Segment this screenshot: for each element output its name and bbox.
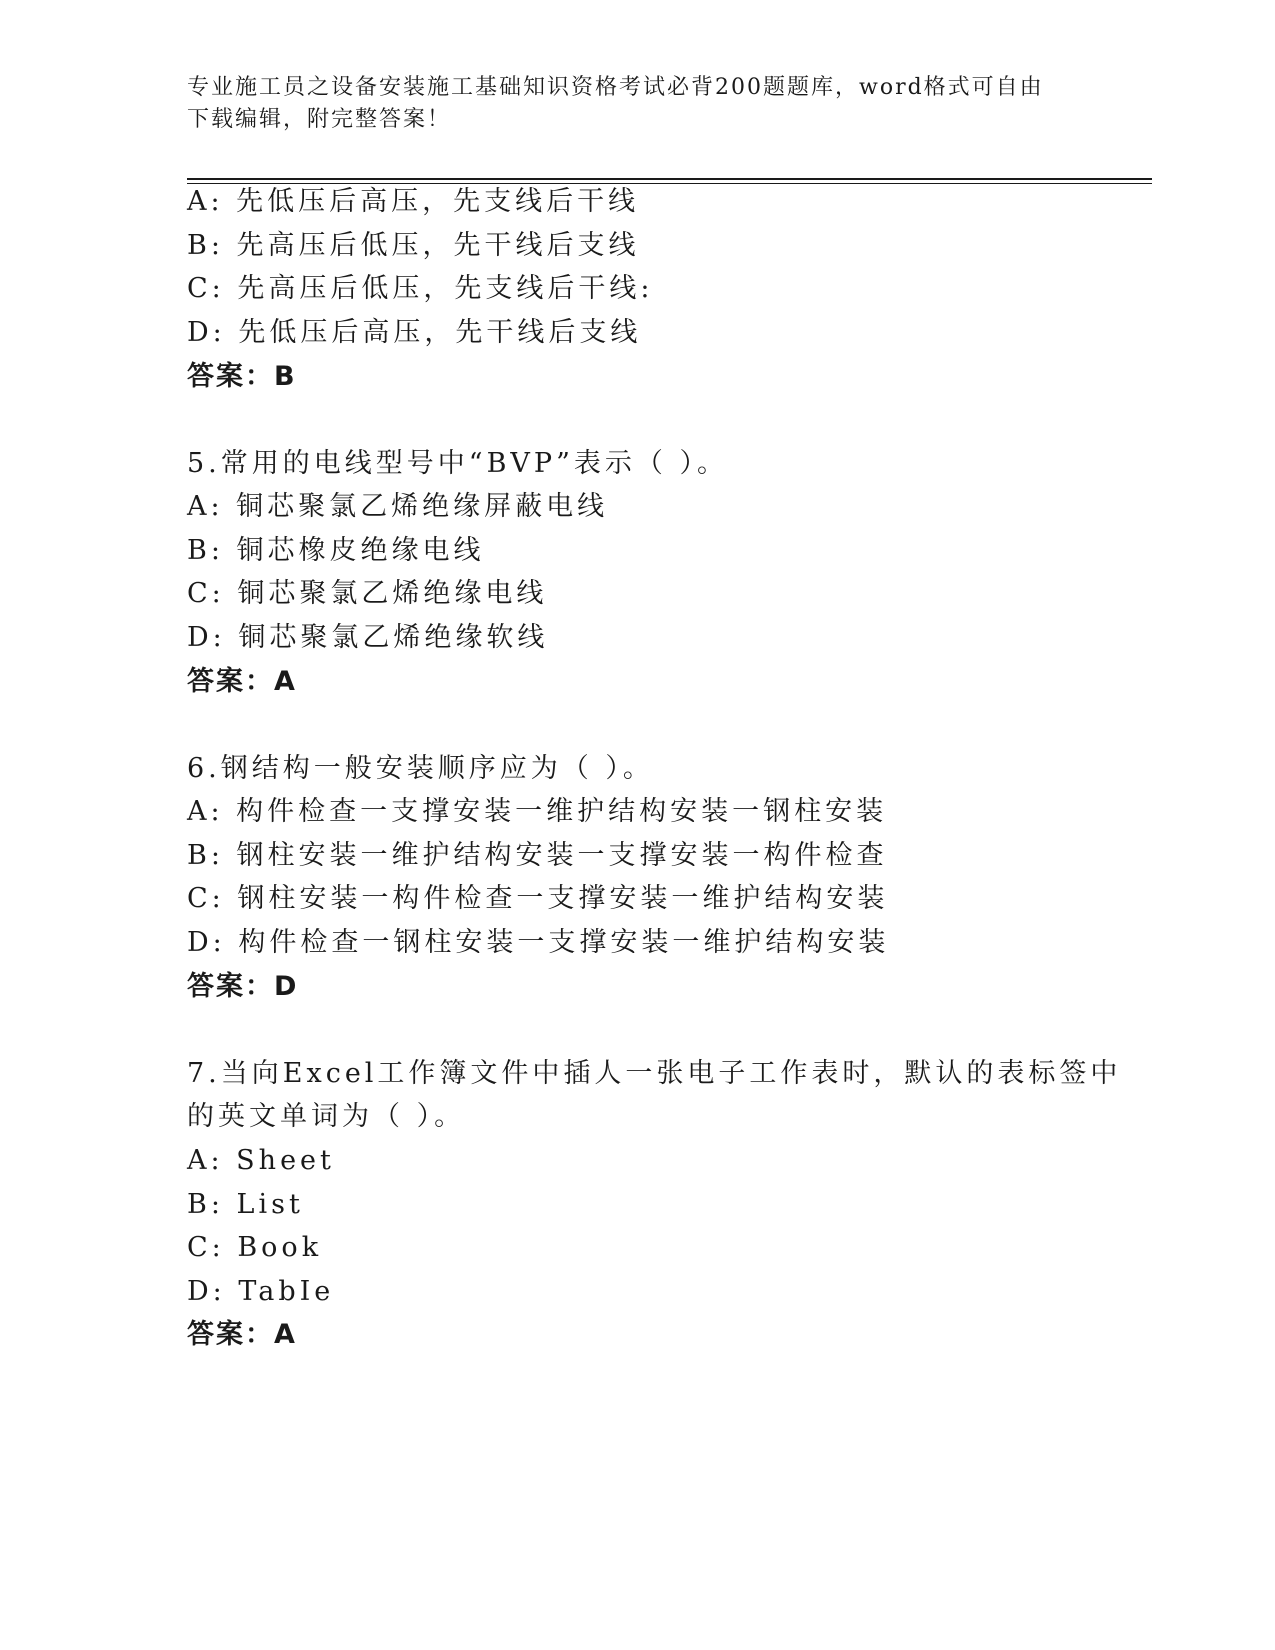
q4-option-c: C: 先高压后低压，先支线后干线:	[187, 273, 654, 304]
q4-answer: 答案：B	[187, 361, 297, 392]
document-header	[187, 72, 1087, 136]
q5-option-b: B: 铜芯橡皮绝缘电线	[187, 535, 485, 566]
q7-option-b: B: List	[187, 1189, 304, 1220]
q7-question-line-1: 7.当向Excel工作簿文件中插人一张电子工作表时，默认的表标签中	[187, 1058, 1122, 1089]
q7-option-c: C: Book	[187, 1232, 323, 1263]
q5-option-a: A: 铜芯聚氯乙烯绝缘屏蔽电线	[187, 491, 609, 522]
q5-option-c: C: 铜芯聚氯乙烯绝缘电线	[187, 578, 548, 609]
q5-question: 5.常用的电线型号中“BVP”表示（ ）。	[187, 448, 728, 479]
q6-option-d: D: 构件检查一钢柱安装一支撑安装一维护结构安装	[187, 927, 890, 958]
q6-question: 6.钢结构一般安装顺序应为（ ）。	[187, 753, 654, 784]
q4-option-d: D: 先低压后高压，先干线后支线	[187, 317, 642, 348]
q6-option-b: B: 钢柱安装一维护结构安装一支撑安装一构件检查	[187, 840, 888, 871]
q5-option-d: D: 铜芯聚氯乙烯绝缘软线	[187, 622, 549, 653]
q5-answer: 答案：A	[187, 666, 297, 697]
header-divider-thick	[187, 178, 1152, 180]
q4-option-b: B: 先高压后低压，先干线后支线	[187, 230, 640, 261]
q6-option-c: C: 钢柱安装一构件检查一支撑安装一维护结构安装	[187, 883, 889, 914]
header-line-2: 下载编辑，附完整答案！	[187, 107, 452, 132]
q6-answer: 答案：D	[187, 971, 299, 1002]
q4-option-a: A: 先低压后高压，先支线后干线	[187, 186, 640, 217]
q7-answer: 答案：A	[187, 1319, 297, 1350]
header-line-1: 专业施工员之设备安装施工基础知识资格考试必背200题题库，word格式可自由	[187, 75, 1044, 100]
q6-option-a: A: 构件检查一支撑安装一维护结构安装一钢柱安装	[187, 796, 888, 827]
q7-question-line-2: 的英文单词为（ ）。	[187, 1101, 466, 1132]
q7-option-a: A: Sheet	[187, 1145, 335, 1176]
q7-option-d: D: TabIe	[187, 1276, 335, 1307]
